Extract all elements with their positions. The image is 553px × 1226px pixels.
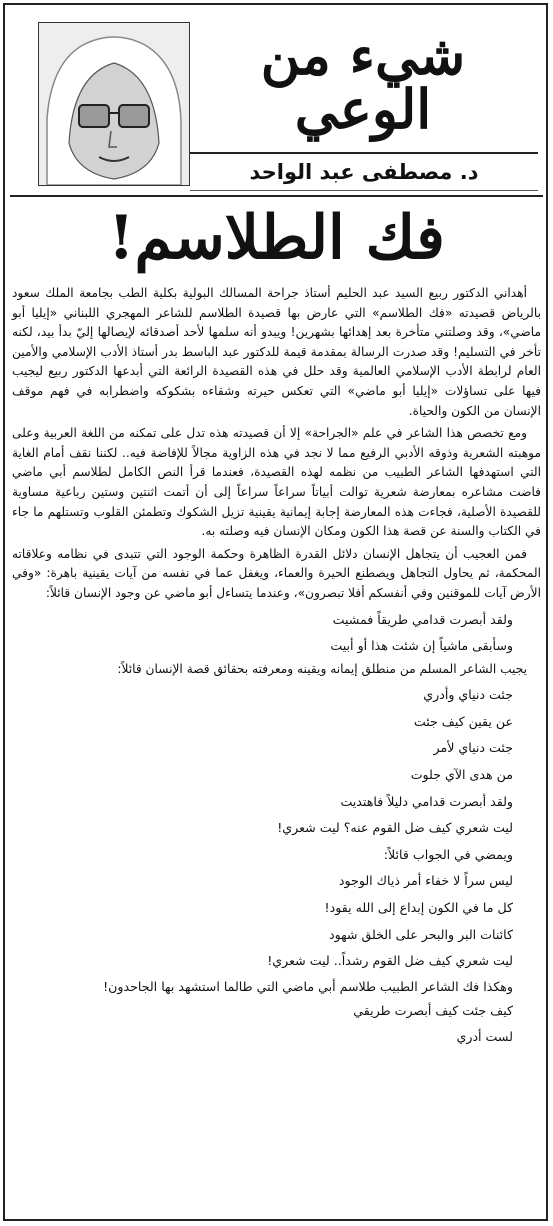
verse-line: ولقد أبصرت قدامي طريقاً فمشيت	[332, 611, 513, 627]
article-body	[12, 284, 541, 1051]
author-portrait	[38, 22, 190, 186]
article-paragraph: فمن العجيب أن يتجاهل الإنسان دلائل القدرة الظاهرة وحكمة الوجود التي تتبدى في نظامه وعلاقاته المحكمة، ثم يحاول التجاهل ويصطنع الحيرة والعماء، ويغفل عما في نفسه من آيات يقينية باهرة: «وفي الأرض آيات للموقنين وفي أنفسكم أفلا تبصرون»، وعندما يتساءل أبو ماضي عن وجود الإنسان قائلاً:	[12, 546, 541, 600]
article-paragraph: يجيب الشاعر المسلم من منطلق إيمانه ويقينه ومعرفته بحقائق قصة الإنسان قائلاً:	[117, 661, 527, 676]
verse-line: ليت شعري كيف ضل القوم رشداً.. ليت شعري!	[267, 953, 513, 969]
column-title: شيء من الوعي	[260, 23, 466, 141]
article-paragraph: أهداني الدكتور ربيع السيد عبد الحليم أستاذ جراحة المسالك البولية بكلية الطب بجامعة الملك سعود بالرياض قصيدته «فك الطلاسم» التي عارض بها قصيدة الطلاسم للشاعر المهجري اللبناني «إيليا أبو ماضي»، وقد وصلتني متأخرة بعد إهدائها بشهرين! ويبدو أنه سلمها لأحد أصدقائه لإيصالها إليّ بدأ بيد، لكنه تأخر في التسليم! وقد صدرت الرسالة بمقدمة قيمة للدكتور عبد الباسط بدر أستاذ الأدب الإسلامي والأمين العام لرابطة الأدب الإسلامي العالمية وقد حلل في هذه القصيدة الرائعة التي أبدعها الدكتور ربيع ليجيب فيها على تساؤلات «إيليا أبو ماضي» التي تعكس حيرته وشقاءه بشكوكه واضطرابه في فهم موقف الإنسان من الكون والحياة.	[12, 286, 541, 418]
verse-line: لست أدري	[456, 1029, 513, 1045]
verse-line: جئت دنياي وأدري	[423, 687, 513, 703]
verse-line: من هدى الآي جلوت	[410, 767, 513, 783]
verse-line: ليس سراً لا خفاء أمر ذياك الوجود	[338, 873, 513, 889]
portrait-illustration	[39, 23, 189, 185]
verse-line: وهكذا فك الشاعر الطبيب طلاسم أبي ماضي التي طالما استشهد بها الجاحدون!	[103, 978, 513, 994]
verse-line: كل ما في الكون إبداع إلى الله يقود!	[324, 900, 513, 916]
verse-line: كيف جئت كيف أبصرت طريقي	[353, 1002, 513, 1018]
headline-divider	[10, 195, 543, 197]
article-headline: فك الطلاسم!	[108, 203, 445, 273]
verse-line: كائنات البر والبحر على الخلق شهود	[328, 926, 513, 942]
verse-line: وسأبقى ماشياً إن شئت هذا أو أبيت	[330, 638, 513, 654]
verse-line: ولقد أبصرت قدامي دليلاً فاهتديت	[340, 793, 513, 809]
verse-line: ليت شعري كيف ضل القوم عنه؟ ليت شعري!	[277, 820, 513, 836]
article-paragraph: ومع تخصص هذا الشاعر في علم «الجراحة» إلا أن قصيدته هذه تدل على تمكنه من اللغة العربية وعلى موهبته الشعرية وذوقه الأدبي الرفيع مما لا نجد في هذه الزاوية مجالاً للإفاضة فيه.. لكننا نقف أمام الغاية التي استهدفها الشاعر الطبيب من نظمه لهذه القصيدة، فعندما قرأ النص الكامل لطلاسم أبي ماضي فاضت مشاعره بمعارضة شعرية توالت أبياتاً سراعاً سراعاً إلى أن أتمت اثنتين وستين رباعية مساوية للقصيدة الأصلية، فجاءت هذه المعارضة إجابة إيمانية يقينية تزيل الشكوك وتطمئن القلوب وتستلهم ما جاء في الكتاب والسنة عن قصة هذا الكون ومكان الإنسان فيه وصلته به.	[12, 426, 541, 539]
verse-line: جئت دنياي لأمر	[433, 740, 513, 756]
verse-line: عن يقين كيف جئت	[413, 713, 513, 729]
column-header	[10, 10, 543, 185]
author-name: د. مصطفى عبد الواحد	[190, 152, 538, 191]
verse-line: ويمضي في الجواب قائلاً:	[383, 846, 513, 862]
